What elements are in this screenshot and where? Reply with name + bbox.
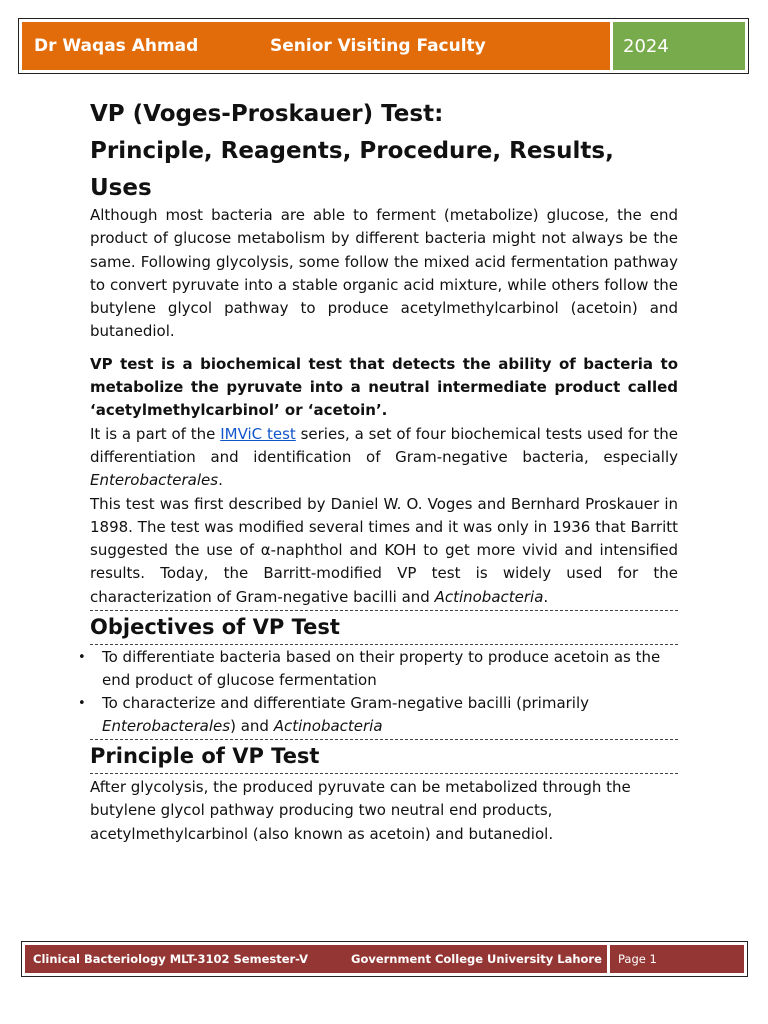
page-footer: [21, 941, 748, 977]
imvic-test-link[interactable]: IMViC test: [220, 424, 296, 443]
intro-paragraph: Although most bacteria are able to ferment (metabolize) glucose, the end product of glucose metabolism by different bacteria might not always be the same. Following glycolysis, some follow the mixed acid fermentation pathway to convert pyruvate into a stable organic acid mixture, while others follow the butylene glycol pathway to produce acetylmethylcarbinol (acetoin) and butanediol.: [90, 206, 678, 341]
bullet-icon: •: [78, 650, 86, 666]
header-bar: [22, 22, 745, 70]
imvic-paragraph: [90, 423, 678, 493]
history-paragraph: [90, 493, 678, 610]
title-line-2: Principle, Reagents, Procedure, Results, Uses: [90, 138, 614, 201]
objective-2-text-b: ) and: [230, 717, 274, 736]
objective-1-text: To differentiate bacteria based on their property to produce acetoin as the end product of glucose fermentation: [102, 648, 661, 690]
page-content: [78, 96, 678, 846]
objective-2-italic-b: Actinobacteria: [273, 717, 383, 736]
title-line-1: VP (Voges-Proskauer) Test:: [90, 101, 444, 127]
principle-paragraph: After glycolysis, the produced pyruvate can be metabolized through the butylene glycol pathway producing two neutral end products, acetylmethylcarbinol (also known as acetoin) and butanediol.: [90, 778, 631, 843]
objectives-list: [78, 645, 678, 739]
objective-2-italic-a: Enterobacterales: [102, 717, 231, 736]
objectives-heading: Objectives of VP Test: [90, 610, 678, 645]
header-orange-block: [22, 22, 610, 70]
bullet-icon: •: [78, 696, 86, 712]
imvic-text-after: series, a set of four biochemical tests used for the differentiation and identification of Gram-negative bacteria, especially: [90, 424, 678, 466]
header-year: 2024: [613, 22, 745, 70]
header-author: Dr Waqas Ahmad: [34, 36, 199, 56]
imvic-end: .: [218, 471, 223, 490]
page-header: [18, 18, 749, 74]
footer-course: Clinical Bacteriology MLT-3102 Semester-V: [33, 952, 309, 966]
header-role: Senior Visiting Faculty: [270, 36, 486, 56]
principle-heading: Principle of VP Test: [90, 739, 678, 774]
history-end: .: [543, 587, 549, 606]
footer-bar: [25, 945, 744, 973]
footer-institution: Government College University Lahore: [351, 952, 602, 966]
definition-paragraph: VP test is a biochemical test that detects the ability of bacteria to metabolize the pyruvate into a neutral intermediate product called ‘acetylmethylcarbinol’ or ‘acetoin’.: [90, 354, 678, 420]
imvic-text-before: It is a part of the: [90, 424, 221, 443]
footer-info-block: [25, 945, 607, 973]
history-italic: Actinobacteria: [434, 587, 544, 606]
history-text: This test was first described by Daniel W. O. Voges and Bernhard Proskauer in 1898. The test was modified several times and it was only in 1936 that Barritt suggested the use of α-naphthol and KOH to get more vivid and intensified results. Today, the Barritt-modified VP test is widely used for the characterization of Gram-negative bacilli and: [90, 494, 678, 606]
page-title: [90, 96, 678, 207]
list-item: [78, 646, 678, 692]
list-item: [78, 692, 678, 738]
imvic-italic: Enterobacterales: [90, 471, 219, 490]
objective-2-text-a: To characterize and differentiate Gram-negative bacilli (primarily: [102, 694, 590, 713]
footer-page-number: Page 1: [610, 945, 744, 973]
